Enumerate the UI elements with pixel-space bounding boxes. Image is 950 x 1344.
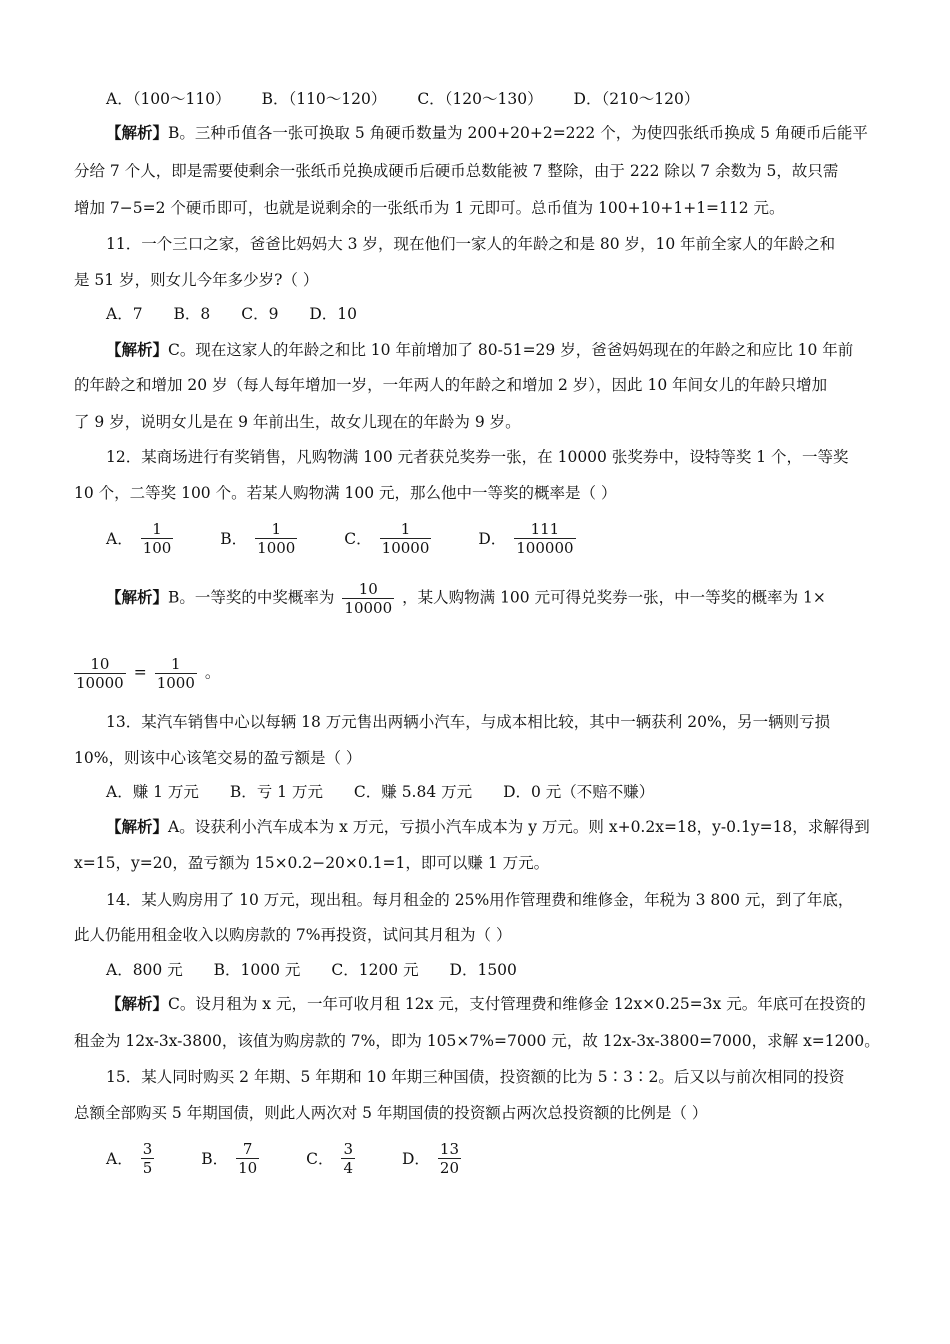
fraction [74, 655, 126, 692]
fraction [155, 655, 197, 692]
q14-analysis-line-2: 租金为 12x-3x-3800，该值为购房款的 7%，即为 105×7%=7000 元，故 12x-3x-3800=7000，求解 x=1200。 [74, 1032, 880, 1050]
fraction [341, 1140, 355, 1177]
q10-analysis-line-2: 分给 7 个人，即是需要使剩余一张纸币兑换成硬币后硬币总数能被 7 整除，由于 222 除以 7 余数为 5，故只需 [74, 162, 839, 180]
q10-options [106, 89, 906, 109]
q11-options [106, 304, 906, 324]
numerator: 111 [530, 520, 560, 538]
q14-option-d: D．1500 [449, 961, 517, 979]
denominator: 10000 [381, 539, 430, 557]
fraction [141, 1140, 155, 1177]
analysis-tag: 【解析】 [106, 587, 169, 607]
q15-option-d [402, 1140, 469, 1177]
numerator: 13 [439, 1140, 459, 1158]
q11-analysis-line-1 [106, 340, 906, 360]
denominator: 1000 [156, 674, 195, 692]
q13-analysis-line-1 [106, 817, 906, 837]
q13-option-a: A．赚 1 万元 [106, 783, 199, 801]
q14-option-c: C．1200 元 [331, 961, 419, 979]
q14-stem-line-2: 此人仍能用租金收入以购房款的 7%再投资，试问其月租为（ ） [74, 926, 512, 944]
q11-option-c: C．9 [241, 305, 279, 323]
numerator: 1 [400, 520, 411, 538]
analysis-text: C。设月租为 x 元，一年可收月租 12x 元，支付管理费和维修金 12x×0.25=3x 元。年底可在投资的 [168, 995, 866, 1013]
q14-options [106, 960, 906, 980]
q15-stem-line-2: 总额全部购买 5 年期国债，则此人两次对 5 年期国债的投资额占两次总投资额的比例是（ ） [74, 1104, 708, 1122]
analysis-tag: 【解析】 [106, 123, 169, 142]
q12-analysis-line-1 [106, 580, 906, 617]
numerator: 10 [90, 655, 110, 673]
period: 。 [204, 663, 221, 682]
option-label: A． [106, 1149, 133, 1168]
q10-analysis-line-3: 增加 7−5=2 个硬币即可，也就是说剩余的一张纸币为 1 元即可。总币值为 100+10+1+1=112 元。 [74, 199, 785, 217]
q13-analysis-line-2: x=15，y=20，盈亏额为 15×0.2−20×0.1=1，即可以赚 1 万元。 [74, 854, 550, 872]
q15-options [106, 1140, 906, 1177]
analysis-text: ，某人购物满 100 元可得兑奖券一张，中一等奖的概率为 1× [402, 588, 826, 607]
denominator: 5 [142, 1159, 153, 1177]
numerator: 10 [358, 580, 378, 598]
q12-option-a [106, 520, 181, 557]
equals-sign: = [133, 663, 147, 682]
denominator: 100 [142, 539, 172, 557]
q11-analysis-line-3: 了 9 岁，说明女儿是在 9 年前出生，故女儿现在的年龄为 9 岁。 [74, 413, 521, 431]
fraction [380, 520, 432, 557]
numerator: 1 [152, 520, 162, 538]
fraction [236, 1140, 259, 1177]
denominator: 10 [238, 1159, 258, 1177]
denominator: 10000 [344, 599, 393, 617]
analysis-tag: 【解析】 [106, 817, 169, 836]
q12-option-c [344, 520, 439, 557]
numerator: 1 [171, 655, 181, 673]
q10-option-c: C．（120～130） [417, 90, 543, 108]
numerator: 3 [343, 1140, 354, 1158]
option-label: B． [220, 529, 248, 548]
q15-option-c [306, 1140, 363, 1177]
q14-analysis-line-1 [106, 994, 906, 1014]
analysis-tag: 【解析】 [106, 340, 169, 359]
q10-analysis-line-1 [106, 123, 906, 143]
q13-stem-line-2: 10%，则该中心该笔交易的盈亏额是（ ） [74, 749, 362, 767]
q11-analysis-line-2: 的年龄之和增加 20 岁（每人每年增加一岁，一年两人的年龄之和增加 2 岁），因此 10 年间女儿的年龄只增加 [74, 376, 828, 394]
option-label: B． [201, 1149, 229, 1168]
q15-option-b [201, 1140, 267, 1177]
q15-option-a [106, 1140, 162, 1177]
q11-stem-line-2: 是 51 岁，则女儿今年多少岁?（ ） [74, 271, 319, 289]
numerator: 3 [142, 1140, 153, 1158]
denominator: 1000 [257, 539, 296, 557]
denominator: 4 [343, 1159, 354, 1177]
option-label: D． [401, 1149, 430, 1168]
analysis-text: B。三种币值各一张可换取 5 角硬币数量为 200+20+2=222 个，为使四张纸币换成 5 角硬币后能平 [168, 124, 868, 142]
q13-options [106, 782, 906, 802]
denominator: 10000 [76, 674, 124, 692]
analysis-tag: 【解析】 [106, 994, 169, 1013]
denominator: 100000 [516, 539, 574, 557]
q14-option-a: A．800 元 [106, 961, 183, 979]
option-label: C． [344, 529, 372, 548]
q10-option-b: B．（110～120） [261, 90, 387, 108]
q11-stem-line-1: 11．一个三口之家，爸爸比妈妈大 3 岁，现在他们一家人的年龄之和是 80 岁，10 年前全家人的年龄之和 [106, 235, 836, 253]
q13-option-b: B．亏 1 万元 [229, 783, 323, 801]
fraction [342, 580, 394, 617]
q11-option-d: D．10 [309, 305, 358, 323]
numerator: 1 [271, 520, 282, 538]
q12-stem-line-1: 12．某商场进行有奖销售，凡购物满 100 元者获兑奖券一张，在 10000 张奖券中，设特等奖 1 个，一等奖 [106, 448, 849, 466]
fraction [141, 520, 174, 557]
q11-option-a: A．7 [106, 305, 143, 323]
q13-option-c: C．赚 5.84 万元 [353, 783, 473, 801]
analysis-text: A。设获利小汽车成本为 x 万元，亏损小汽车成本为 y 万元。则 x+0.2x=18，y-0.1y=18，求解得到 [168, 818, 870, 836]
q14-stem-line-1: 14．某人购房用了 10 万元，现出租。每月租金的 25%用作管理费和维修金，年税为 3 800 元，到了年底， [106, 891, 854, 909]
q12-option-d [478, 520, 583, 557]
q13-stem-line-1: 13．某汽车销售中心以每辆 18 万元售出两辆小汽车，与成本相比较，其中一辆获利 20%，另一辆则亏损 [106, 713, 831, 731]
q15-stem-line-1: 15．某人同时购买 2 年期、5 年期和 10 年期三种国债，投资额的比为 5∶3∶2。后又以与前次相同的投资 [106, 1068, 845, 1086]
q12-options [106, 520, 906, 557]
numerator: 7 [242, 1140, 253, 1158]
analysis-text: C。现在这家人的年龄之和比 10 年前增加了 80-51=29 岁，爸爸妈妈现在的年龄之和应比 10 年前 [168, 341, 854, 359]
option-label: C． [306, 1149, 334, 1168]
denominator: 20 [439, 1159, 459, 1177]
q13-option-d: D．0 元（不赔不赚） [503, 783, 655, 801]
q14-option-b: B．1000 元 [213, 961, 301, 979]
fraction [255, 520, 297, 557]
q10-option-d: D．（210～120） [573, 90, 700, 108]
fraction [514, 520, 575, 557]
q12-option-b [220, 520, 305, 557]
q11-option-b: B．8 [173, 305, 211, 323]
option-label: A． [106, 529, 133, 548]
q12-analysis-line-2 [74, 655, 874, 692]
fraction [438, 1140, 461, 1177]
q10-option-a: A．（100～110） [106, 90, 231, 108]
q12-stem-line-2: 10 个，二等奖 100 个。若某人购物满 100 元，那么他中一等奖的概率是（ ） [74, 484, 617, 502]
analysis-text: B。一等奖的中奖概率为 [168, 588, 335, 607]
option-label: D． [478, 529, 507, 548]
